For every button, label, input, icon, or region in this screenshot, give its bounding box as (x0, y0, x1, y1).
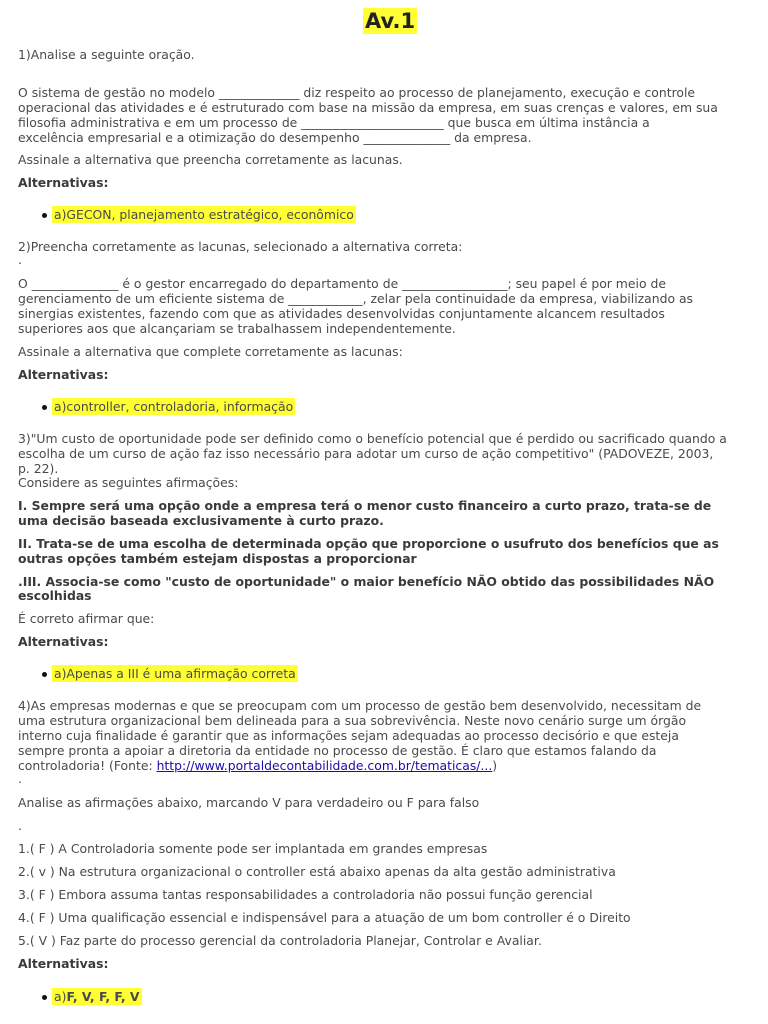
q3-line-4: Considere as seguintes afirmações: (18, 475, 239, 490)
bullet-icon (42, 213, 47, 218)
q2-answer (46, 399, 295, 414)
q4-item-3: 3.( F ) Embora assuma tantas responsabilidades a controladoria não possui função gerencial (18, 887, 593, 902)
q1-answer-text: a)GECON, planejamento estratégico, econômico (54, 207, 354, 222)
q4-dot-2: . (18, 818, 22, 833)
source-link[interactable]: http://www.portaldecontabilidade.com.br/tematicas/... (156, 758, 493, 773)
q3-alternatives-label: Alternativas: (18, 634, 109, 649)
q4-line-3: interno cuja finalidade é garantir que as informações sejam adequadas ao processo decisório e que esteja (18, 728, 679, 743)
q4-instruction: Analise as afirmações abaixo, marcando V para verdadeiro ou F para falso (18, 795, 480, 810)
q2-line-3: sinergias existentes, fazendo com que as atividades desenvolvidas conjuntamente alcancem resultados (18, 306, 665, 321)
q4-dot: . (18, 771, 22, 786)
q4-item-5: 5.( V ) Faz parte do processo gerencial da controladoria Planejar, Controlar e Avaliar. (18, 933, 542, 948)
q4-alternatives-label: Alternativas: (18, 956, 109, 971)
q4-line-1: 4)As empresas modernas e que se preocupam com um processo de gestão bem desenvolvido, necessitam de (18, 698, 702, 713)
q4-source-suffix: ) (492, 758, 498, 773)
q3-statement-2-line-1: II. Trata-se de uma escolha de determinada opção que proporcione o usufruto dos benefícios que as (18, 536, 719, 551)
q4-answer-bold: F, V, F, F, V (66, 989, 140, 1004)
q2-line-2: gerenciamento de um eficiente sistema de ____________, zelar pela continuidade da empresa, viabilizando as (18, 291, 694, 306)
q2-line-4: superiores aos que alcançariam se trabalhassem independentemente. (18, 321, 456, 336)
q1-line-2: operacional das atividades e é estruturado com base na missão da empresa, em suas crenças e valores, em sua (18, 100, 718, 115)
q3-answer (46, 666, 298, 681)
q3-line-2: escolha de um curso de ação faz isso necessário para adotar um curso de ação competitivo" (PADOVEZE, 2003, (18, 446, 714, 461)
q1-line-3: filosofia administrativa e em um processo de _______________________ que busca em última instância a (18, 115, 650, 130)
q2-intro: 2)Preencha corretamente as lacunas, selecionado a alternativa correta: (18, 239, 463, 254)
q4-item-4: 4.( F ) Uma qualificação essencial e indispensável para a atuação de um bom controller é o Direito (18, 910, 631, 925)
q1-intro: 1)Analise a seguinte oração. (18, 47, 195, 62)
q3-instruction: É correto afirmar que: (18, 611, 155, 626)
bullet-icon (42, 405, 47, 410)
q1-instruction: Assinale a alternativa que preencha corretamente as lacunas. (18, 152, 403, 167)
q4-answer (46, 989, 142, 1004)
q3-statement-1-line-1: I. Sempre será uma opção onde a empresa terá o menor custo financeiro a curto prazo, trata-se de (18, 498, 712, 513)
q4-answer-prefix: a) (54, 989, 67, 1004)
page-title: Av.1 (365, 9, 416, 33)
q4-answer-text (52, 988, 142, 1005)
q4-item-1: 1.( F ) A Controladoria somente pode ser implantada em grandes empresas (18, 841, 488, 856)
q3-answer-text: a)Apenas a III é uma afirmação correta (54, 666, 296, 681)
q3-statement-3-line-2: escolhidas (18, 588, 92, 603)
q2-answer-text: a)controller, controladoria, informação (54, 399, 294, 414)
bullet-icon (42, 995, 47, 1000)
q1-line-4: excelência empresarial e a otimização do desempenho ______________ da empresa. (18, 130, 532, 145)
q1-answer (46, 207, 356, 222)
q3-line-1: 3)"Um custo de oportunidade pode ser definido como o benefício potencial que é perdido ou sacrificado quando a (18, 431, 727, 446)
q2-line-1: O ______________ é o gestor encarregado do departamento de _________________; seu papel é por meio de (18, 276, 666, 291)
q3-line-3: p. 22). (18, 461, 59, 476)
q4-line-2: uma estrutura organizacional bem delineada para a sua sobrevivência. Neste novo cenário surge um órgão (18, 713, 687, 728)
q3-statement-3-line-1: .III. Associa-se como "custo de oportunidade" o maior benefício NÃO obtido das possibilidades NÃO (18, 574, 715, 589)
q4-source-prefix: controladoria! (Fonte: (18, 758, 157, 773)
q2-alternatives-label: Alternativas: (18, 367, 109, 382)
q2-instruction: Assinale a alternativa que complete corretamente as lacunas: (18, 344, 403, 359)
q4-line-4: sempre pronta a apoiar a diretoria da entidade no processo de gestão. É claro que estamos falando da (18, 743, 657, 758)
q3-statement-1-line-2: uma decisão baseada exclusivamente à curto prazo. (18, 513, 384, 528)
q3-statement-2-line-2: outras opções também estejam dispostas a proporcionar (18, 551, 417, 566)
q1-alternatives-label: Alternativas: (18, 175, 109, 190)
bullet-icon (42, 672, 47, 677)
q4-item-2: 2.( v ) Na estrutura organizacional o controller está abaixo apenas da alta gestão administrativa (18, 864, 616, 879)
q1-line-1: O sistema de gestão no modelo _____________ diz respeito ao processo de planejamento, execução e controle (18, 85, 696, 100)
q2-dot: . (18, 252, 22, 267)
